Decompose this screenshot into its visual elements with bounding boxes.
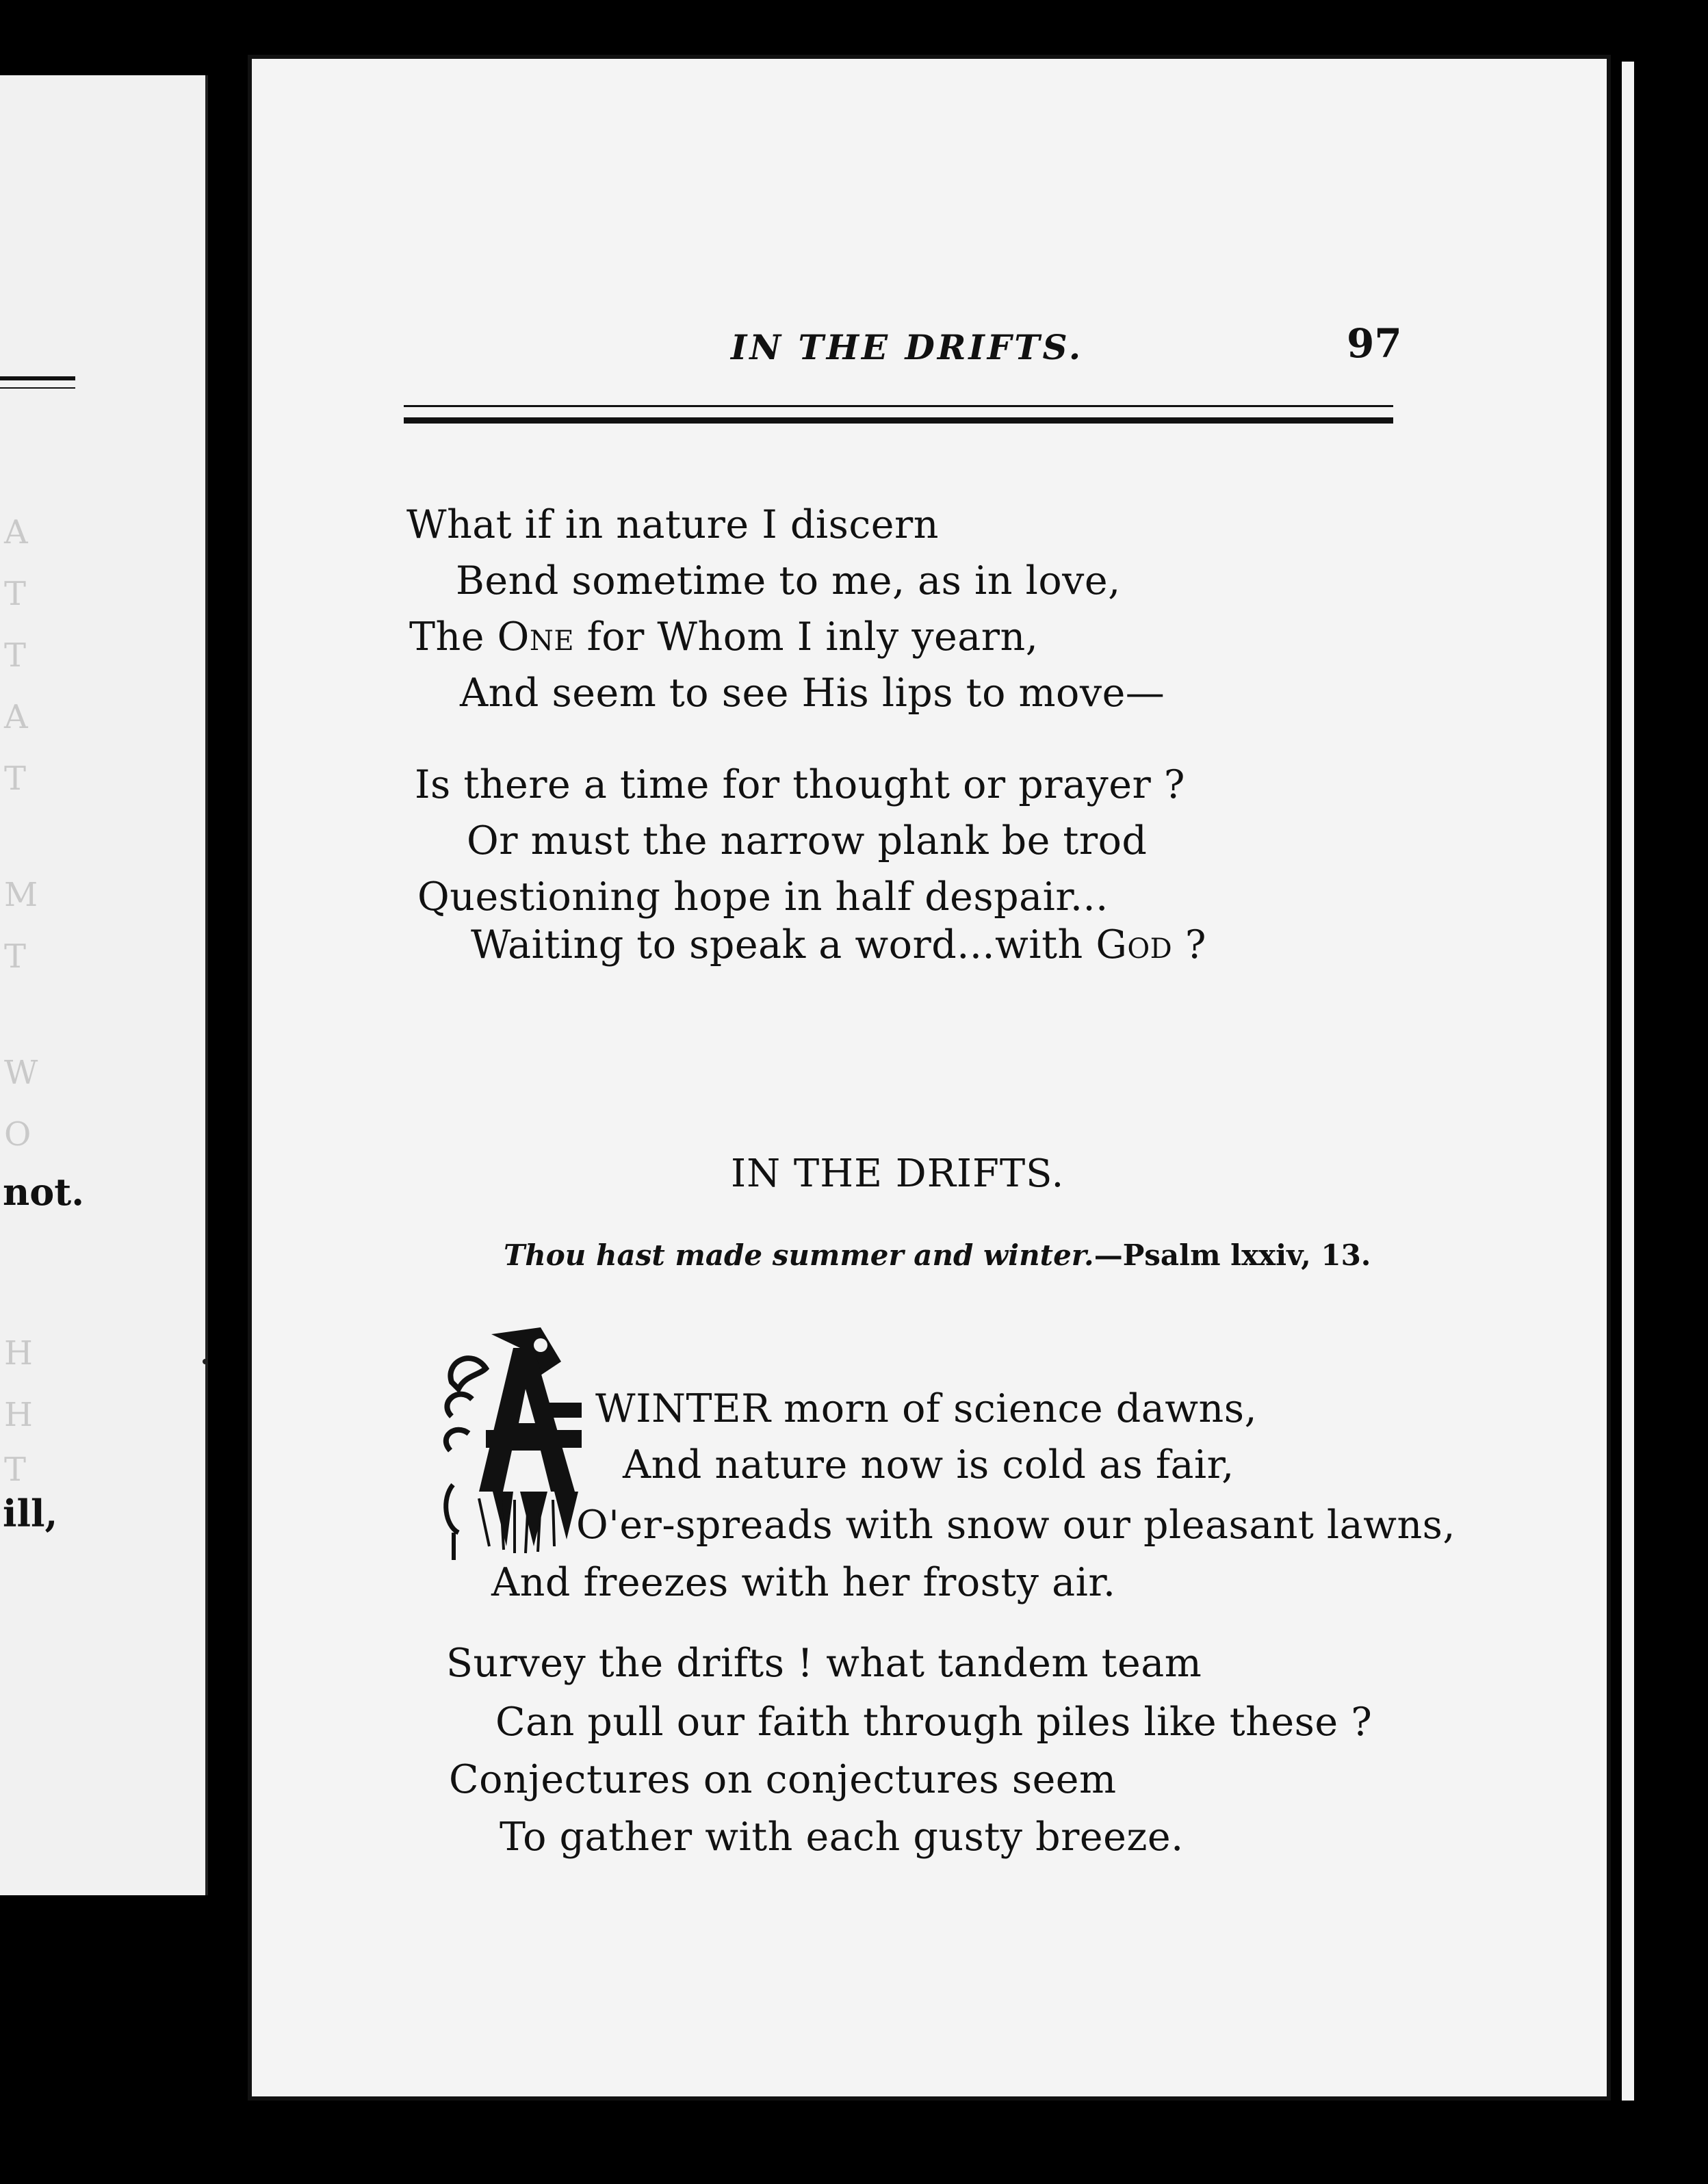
show-through-glyph: T <box>4 759 27 798</box>
show-through-glyph: O <box>4 1115 31 1154</box>
previous-page-text: ill, <box>3 1492 58 1535</box>
show-through-glyph: A <box>4 513 28 551</box>
previous-page-fragment <box>0 75 208 1895</box>
poem-line: What if in nature I discern <box>406 502 939 547</box>
poem-line-part: ? <box>1172 922 1206 967</box>
poem-line <box>409 614 1038 660</box>
poem-title: IN THE DRIFTS. <box>731 1152 1065 1196</box>
show-through-glyph: T <box>4 937 27 976</box>
ink-speck <box>203 1359 208 1364</box>
previous-page-rule <box>0 376 75 380</box>
epigraph <box>504 1238 1371 1272</box>
page-edge <box>1622 62 1634 2101</box>
show-through-glyph: W <box>4 1054 38 1092</box>
show-through-glyph: T <box>4 575 27 613</box>
show-through-glyph: A <box>4 698 28 736</box>
poem-line-smallcaps: God <box>1096 922 1173 967</box>
poem-line-part: Waiting to speak a word...with <box>471 922 1096 967</box>
poem-line <box>471 922 1206 967</box>
decorated-initial-a <box>438 1321 595 1567</box>
poem-line: To gather with each gusty breeze. <box>500 1815 1184 1860</box>
running-head: IN THE DRIFTS. <box>731 327 1084 367</box>
header-rule-thin <box>404 405 1393 407</box>
previous-page-text: not. <box>3 1170 85 1214</box>
epigraph-quote: Thou hast made summer and winter. <box>504 1238 1094 1272</box>
poem-line: And seem to see His lips to move— <box>460 671 1165 716</box>
poem-line: Questioning hope in half despair... <box>417 874 1109 920</box>
poem-line: And freezes with her frosty air. <box>491 1560 1116 1605</box>
poem-line: Can pull our faith through piles like these ? <box>495 1700 1373 1745</box>
poem-line-part: The <box>409 614 497 660</box>
page-number: 97 <box>1347 320 1402 367</box>
poem-line: Or must the narrow plank be trod <box>467 818 1148 863</box>
previous-page-rule-thin <box>0 387 75 389</box>
poem-line: Bend sometime to me, as in love, <box>456 558 1121 603</box>
epigraph-reference: —Psalm lxxiv, 13. <box>1094 1238 1371 1272</box>
poem-line: Is there a time for thought or prayer ? <box>415 762 1185 807</box>
poem-line: O'er-spreads with snow our pleasant lawns, <box>576 1503 1456 1548</box>
poem-line-part: for Whom I inly yearn, <box>574 614 1039 660</box>
poem-line: WINTER morn of science dawns, <box>595 1386 1258 1431</box>
poem-line: And nature now is cold as fair, <box>623 1442 1234 1487</box>
show-through-glyph: H <box>4 1396 33 1434</box>
show-through-glyph: T <box>4 636 27 675</box>
poem-line-smallcaps: One <box>497 614 575 660</box>
header-rule-thick <box>404 417 1393 424</box>
show-through-glyph: M <box>4 876 38 914</box>
show-through-glyph: T <box>4 1451 27 1489</box>
show-through-glyph: H <box>4 1334 33 1373</box>
poem-line: Survey the drifts ! what tandem team <box>446 1641 1202 1686</box>
poem-line: Conjectures on conjectures seem <box>449 1757 1117 1802</box>
